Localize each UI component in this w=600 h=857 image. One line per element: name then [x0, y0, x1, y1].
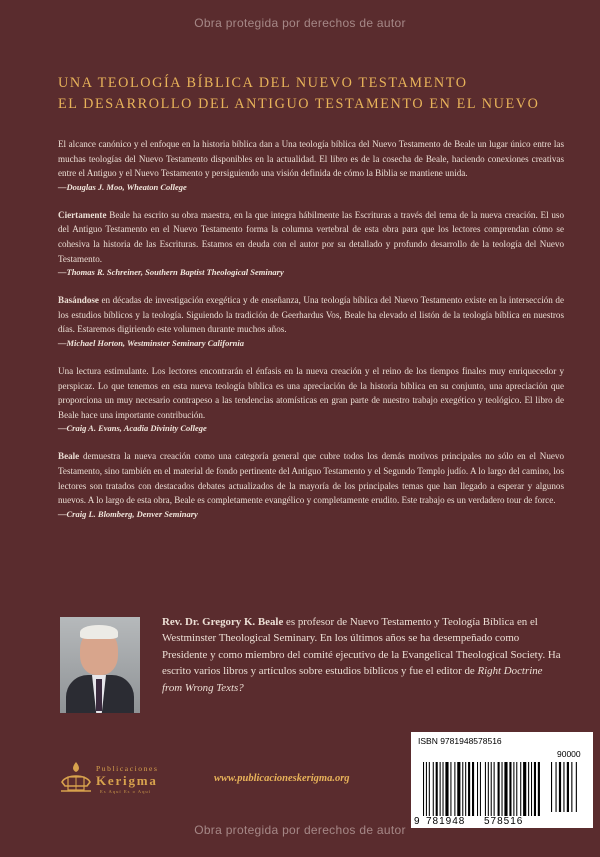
barcode-bar — [443, 762, 444, 816]
copyright-watermark-bottom: Obra protegida por derechos de autor — [194, 823, 406, 837]
barcode-bar — [513, 762, 514, 816]
author-book-title: Right Doctrine from Wrong Texts? — [162, 665, 543, 694]
barcode-bar — [502, 762, 503, 816]
barcode-bar — [450, 762, 451, 816]
price-barcode-bar — [556, 762, 557, 812]
publisher-logo — [58, 758, 183, 798]
price-barcode-bar — [576, 762, 577, 812]
barcode-bar — [509, 762, 511, 816]
endorsement-text — [58, 208, 564, 266]
author-bio-text: es profesor de Nuevo Testamento y Teología Bíblica en el Westminster Theological Seminary. En los últimos años se ha desempeñado como Presidente y como miembro del comité ejecutivo de la Evangelical Theological Society. Ha escrito varios libros y artículos sobre estudios bíblicos y fue el editor de — [162, 616, 561, 678]
price-code: 90000 — [557, 749, 581, 759]
book-subtitle-heading: EL DESARROLLO DEL ANTIGUO TESTAMENTO EN EL NUEVO — [58, 96, 540, 112]
endorsement-schreiner — [58, 208, 564, 279]
barcode-bar — [457, 762, 460, 816]
endorsement-lead: Basándose — [58, 295, 99, 306]
barcode-bar — [498, 762, 500, 816]
endorsement-text — [58, 449, 564, 507]
barcode-bar — [472, 762, 474, 816]
barcode-bar — [462, 762, 463, 816]
author-photo-tie — [96, 679, 102, 711]
barcode-bar — [429, 762, 430, 816]
barcode-bar — [480, 762, 481, 816]
barcode-bar — [433, 762, 434, 816]
author-photo-hair — [80, 625, 118, 639]
endorsement-body: Beale ha escrito su obra maestra, en la que integra hábilmente las Escrituras a través del tema de la nueva creación. El uso del Antiguo Testamento en el Nuevo Testamento forma la columna vertebral de esta obra para que los lectores comprendan cómo se cohesiva la historia de las Escrituras. Estamos en deuda con el autor por su detallado y profundo desarrollo de la teología del Nuevo Testamento. — [58, 209, 564, 264]
endorsement-text — [58, 137, 564, 181]
isbn-label: ISBN 9781948578516 — [418, 736, 502, 746]
publisher-name-top: Publicaciones — [96, 764, 159, 773]
isbn-barcode — [411, 732, 593, 828]
endorsement-attribution: —Michael Horton, Westminster Seminary California — [58, 337, 245, 348]
endorsement-text — [58, 364, 564, 422]
endorsement-body: El alcance canónico y el enfoque en la historia bíblica dan a Una teología bíblica del Nuevo Testamento de Beale un lugar único entre las muchas teologías del Nuevo Testamento disponibles en la actualidad. El libro es de la cosecha de Beale, haciendo conexiones creativas entre el Antiguo y el Nuevo Testamento y persiguiendo una visión definida de cómo la Biblia se mantiene unida. — [58, 139, 564, 179]
endorsement-moo — [58, 137, 564, 194]
endorsement-text — [58, 293, 564, 337]
barcode-bar — [516, 762, 517, 816]
endorsement-attribution: —Craig L. Blomberg, Denver Seminary — [58, 508, 198, 519]
barcode-digit-first: 9 — [414, 816, 421, 827]
barcode-bar — [523, 762, 526, 816]
barcode-digits-group2: 578516 — [484, 816, 524, 827]
barcode-bar — [465, 762, 466, 816]
price-barcode-bar — [563, 762, 564, 812]
barcode-bar — [436, 762, 438, 816]
barcode-bar — [468, 762, 470, 816]
endorsement-horton — [58, 293, 564, 350]
barcode-bar — [440, 762, 441, 816]
barcode-digits-group1: 781948 — [426, 816, 466, 827]
barcode-bar — [531, 762, 532, 816]
barcode-bar — [426, 762, 427, 816]
price-barcode-bar — [551, 762, 552, 812]
author-photo — [60, 617, 140, 713]
endorsement-attribution: —Douglas J. Moo, Wheaton College — [58, 181, 187, 192]
copyright-watermark-top: Obra protegida por derechos de autor — [194, 16, 406, 30]
endorsement-lead: Beale — [58, 451, 80, 462]
barcode-bar — [494, 762, 495, 816]
price-barcode-bar — [571, 762, 572, 812]
endorsement-body: en décadas de investigación exegética y de enseñanza, Una teología bíblica del Nuevo Testamento existe en la intersección de los estudios bíblicos y la teología. Siguiendo la tradición de Geerhardus Vos, Beale ha elevado el listón de la teología bíblica en nuestros días. Estaremos digiriendo este volumen durante muchos años. — [58, 295, 564, 335]
barcode-bar — [488, 762, 489, 816]
endorsement-body: demuestra la nueva creación como una categoría general que cubre todos los demás motivos principales no sólo en el Nuevo Testamento, sino también en el material de fondo pertinente del Antiguo Testamento y el Segundo Templo judío. A lo largo del camino, los lectores son tratados con destacados debates actualizados de la mayoría de los principales temas que han llegado a esperar y algunos nuevos. A lo largo de esta obra, Beale es completamente evangélico y completamente erudito. Este trabajo es un verdadero tour de force. — [58, 451, 564, 506]
endorsement-lead: Ciertamente — [58, 209, 107, 220]
author-bio — [162, 614, 564, 696]
barcode-bar — [445, 762, 448, 816]
barcode-bar — [534, 762, 536, 816]
author-name: Rev. Dr. Gregory K. Beale — [162, 616, 284, 628]
endorsements — [58, 137, 564, 535]
publisher-website: www.publicacioneskerigma.org — [214, 773, 350, 784]
book-title-heading: UNA TEOLOGÍA BÍBLICA DEL NUEVO TESTAMENTO — [58, 75, 468, 91]
publisher-name-main: Kerigma — [96, 773, 158, 788]
barcode-bar — [423, 762, 424, 816]
endorsement-evans — [58, 364, 564, 435]
barcode-bar — [477, 762, 478, 816]
barcode-bar — [491, 762, 492, 816]
endorsement-attribution: —Craig A. Evans, Acadia Divinity College — [58, 423, 207, 434]
barcode-bars — [411, 732, 593, 828]
price-barcode-bar — [567, 762, 569, 812]
lamp-icon — [58, 758, 94, 798]
endorsement-attribution: —Thomas R. Schreiner, Southern Baptist Theological Seminary — [58, 267, 284, 278]
barcode-bar — [538, 762, 540, 816]
barcode-bar — [520, 762, 521, 816]
barcode-bar — [504, 762, 507, 816]
endorsement-blomberg — [58, 449, 564, 520]
publisher-tagline: Es Aquí Es o Aquí — [100, 789, 151, 794]
barcode-bar — [528, 762, 529, 816]
barcode-bar — [485, 762, 486, 816]
endorsement-body: Una lectura estimulante. Los lectores encontrarán el énfasis en la nueva creación y el reino de los tiempos finales muy enriquecedor y perspicaz. Lo que tenemos en esta nueva teología bíblica es una apreciación de la historia bíblica en su conjunto, una apreciación que proporciona un muy necesario contrapeso a las tendencias atomísticas en gran parte de nuestro trabajo exegético y teológico. El libro de Beale hace una importante contribución. — [58, 365, 564, 420]
barcode-bar — [454, 762, 455, 816]
price-barcode-bar — [559, 762, 561, 812]
